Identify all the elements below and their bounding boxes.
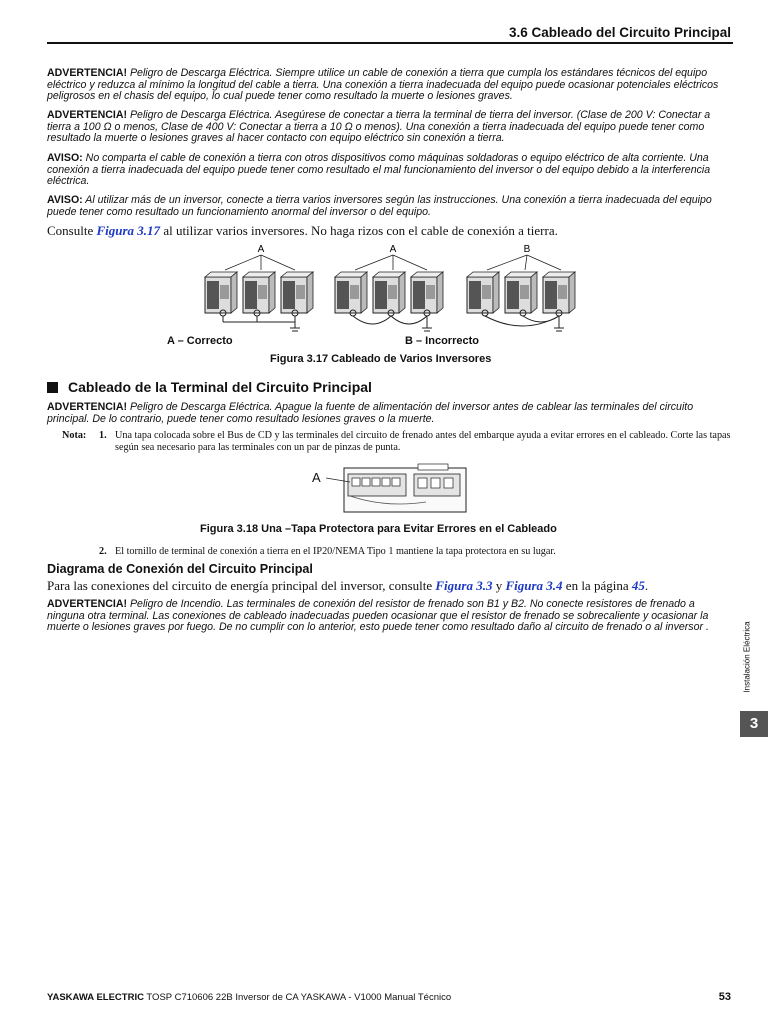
connections-paragraph [47,578,737,593]
page-number: 53 [718,991,731,1003]
footer-brand: YASKAWA ELECTRIC [47,992,144,1003]
warning-1 [47,68,733,103]
figure-317-caption: Figura 3.17 Cableado de Varios Inversores [270,353,492,365]
note-item-2-number: 2. [99,546,107,557]
connections-post: . [644,578,649,593]
figure-318-diagram [326,462,472,516]
figure-317-caption-a: A – Correcto [167,335,233,347]
footer [47,992,451,1003]
figure-317-link[interactable]: Figura 3.17 [96,223,161,238]
note-item-2-text: El tornillo de terminal de conexión a tierra en el IP20/NEMA Tipo 1 mantiene la tapa protectora en su lugar. [115,546,556,557]
side-chapter-label-text: Instalación Eléctrica [742,621,752,693]
figure-317-diagram [195,240,585,340]
warning-text: Peligro de Descarga Eléctrica. Apague la fuente de alimentación del inversor antes de cablear las terminales del circuito principal. De lo contrario, puede tener como resultado lesiones graves o la muerte. [47,401,694,425]
warning-label: ADVERTENCIA! [47,401,128,413]
group-a-correct [205,244,313,331]
side-chapter-label [737,612,757,702]
group-a-variant [335,244,443,331]
section-title: Cableado de la Terminal del Circuito Principal [68,379,372,395]
notice-label: AVISO: [47,194,83,206]
warning-label: ADVERTENCIA! [47,67,128,79]
label-b: B [523,244,531,255]
warning-text: Peligro de Descarga Eléctrica. Asegúrese de conectar a tierra la terminal de tierra del inversor. (Clase de 200 V: Conectar a tierra a 100 Ω o menos, Clase de 400 V: Conectar a tierra a 10 Ω o menos). Una conexión a tierra inadecuada del equipo puede tener como resultado la muerte o lesiones graves al hacer contacto con equipo eléctrico sin conexión a tierra. [47,109,711,145]
figure-318-label-a: A [312,470,321,485]
warning-2 [47,110,733,145]
notice-text: Al utilizar más de un inversor, conecte a tierra varios inversores según las instrucciones. Una conexión a tierra inadecuada del equipo puede tener como resultado un funcionamiento anormal del inversor o del equipo. [47,194,712,218]
note-item-1-number: 1. [99,430,107,441]
connections-pre: Para las conexiones del circuito de energía principal del inversor, consulte [47,578,436,593]
consult-paragraph [47,223,737,238]
consult-pre: Consulte [47,223,97,238]
notice-2 [47,195,733,218]
label-a-2: A [389,244,397,255]
connections-mid: y [492,578,506,593]
bottom-warning [47,599,733,634]
notice-1 [47,153,733,188]
section-heading [47,379,372,395]
label-a-1: A [257,244,265,255]
section-square-icon [47,382,58,393]
note-item-1-text: Una tapa colocada sobre el Bus de CD y las terminales del circuito de frenado antes del embarque ayuda a evitar errores en el cableado. Corte las tapas según sea necesario para las terminales con un par de pinzas de punta. [115,430,731,453]
footer-text: TOSP C710606 22B Inversor de CA YASKAWA - V1000 Manual Técnico [143,992,452,1003]
group-b-incorrect [467,244,575,331]
page-header-title: 3.6 Cableado del Circuito Principal [508,25,731,40]
warning-label: ADVERTENCIA! [47,109,128,121]
warning-label: ADVERTENCIA! [47,598,128,610]
figure-33-link[interactable]: Figura 3.3 [435,578,493,593]
figure-317-caption-b: B – Incorrecto [405,335,479,347]
warning-text: Peligro de Descarga Eléctrica. Siempre utilice un cable de conexión a tierra que cumpla los estándares técnicos del equipo eléctrico y reduzca al mínimo la longitud del cable a tierra. Una conexión a tierra inadecuada del equipo puede ocasionar potenciales eléctricos peligrosos en el chasis del equipo, lo cual puede tener como resultado la muerte o lesiones graves. [47,67,719,103]
section-warning [47,402,733,425]
warning-text: Peligro de Incendio. Las terminales de conexión del resistor de frenado son B1 y B2. No conecte resistores de frenado a ninguna otra terminal. Las conexiones de cableado inadecuadas pueden ocasionar que el resistor de frenado se sobrecaliente y ocasionar la muerte o lesiones graves por fuego. De no cumplir con lo anterior, esto puede tener como resultado daño al circuito de frenado o al inversor . [47,598,709,634]
notice-label: AVISO: [47,152,83,164]
chapter-tab: 3 [740,711,768,737]
header-rule [47,42,733,44]
figure-34-link[interactable]: Figura 3.4 [505,578,563,593]
connections-mid2: en la página [562,578,632,593]
notice-text: No comparta el cable de conexión a tierra con otros dispositivos como máquinas soldadoras o equipo eléctrico de alta corriente. Una conexión a tierra inadecuada del equipo puede tener como resultado el mal funcionamiento del inversor o del equipo debido a la interferencia eléctrica. [47,152,711,188]
consult-post: al utilizar varios inversores. No haga rizos con el cable de conexión a tierra. [160,223,558,238]
figure-318-caption: Figura 3.18 Una –Tapa Protectora para Evitar Errores en el Cableado [200,523,557,535]
note-label: Nota: [62,430,87,441]
page-45-link[interactable]: 45 [631,578,645,593]
subsection-heading: Diagrama de Conexión del Circuito Principal [47,562,313,576]
